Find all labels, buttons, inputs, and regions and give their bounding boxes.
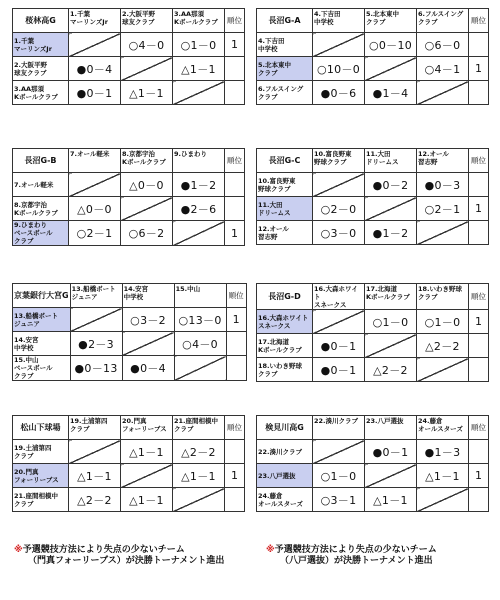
team-name: 3.AA那須 Kボールクラブ: [13, 81, 69, 105]
team-row: [13, 173, 245, 197]
group-header-row: [257, 416, 489, 440]
team-name: 4.下吉田 中学校: [257, 33, 313, 57]
match-result: △1－1: [121, 440, 173, 464]
group-table: [12, 415, 245, 512]
group-table: [12, 8, 245, 105]
team-column-header: 14.安宮 中学校: [122, 284, 174, 308]
match-result: ○10－0: [313, 57, 365, 81]
team-column-header: 17.北海道 Kボールクラブ: [365, 284, 417, 310]
team-row: [13, 81, 245, 105]
diagonal-cell: [313, 173, 365, 197]
team-row: [13, 464, 245, 488]
diagonal-cell: [417, 81, 469, 105]
team-rank: [226, 356, 246, 381]
team-row: [257, 464, 489, 488]
team-row: [257, 33, 489, 57]
team-row: [257, 81, 489, 105]
team-name-qualified: 1.千葉 マーリンズJr: [13, 33, 69, 57]
team-rank: [225, 197, 245, 221]
match-result: ●2－6: [173, 197, 225, 221]
team-row: [13, 197, 245, 221]
team-name: 14.安宮 中学校: [13, 332, 71, 356]
group-table: [256, 415, 489, 512]
match-result: ○1－0: [365, 310, 417, 334]
team-column-header: 22.湊川クラブ: [313, 416, 365, 440]
match-result: ○1－0: [173, 33, 225, 57]
match-result: ●0－2: [365, 173, 417, 197]
group-header-row: [13, 149, 245, 173]
match-result: ○6－2: [121, 221, 173, 246]
group-name: 長沼G-A: [257, 9, 313, 33]
rank-header: 順位: [225, 416, 245, 440]
match-result: △2－2: [365, 358, 417, 382]
note-right: ※予選競技方法により失点の少ないチーム （八戸選抜）が決勝トーナメント進出: [266, 545, 437, 566]
team-column-header: 23.八戸選抜: [365, 416, 417, 440]
match-result: ○3－1: [313, 488, 365, 512]
diagonal-cell: [365, 464, 417, 488]
team-column-header: 19.土浦第四 クラブ: [69, 416, 121, 440]
team-row: [257, 440, 489, 464]
team-rank: [469, 358, 489, 382]
group-table: [256, 283, 489, 382]
team-name: 18.いわき野球 クラブ: [257, 358, 313, 382]
team-rank: [226, 332, 246, 356]
match-result: ○1－0: [313, 464, 365, 488]
diagonal-cell: [313, 33, 365, 57]
team-row: [13, 356, 247, 381]
match-result: ○2－0: [313, 197, 365, 221]
match-result: ●0－1: [313, 358, 365, 382]
team-row: [257, 197, 489, 221]
team-column-header: 1.千葉 マーリンズJr: [69, 9, 121, 33]
diagonal-cell: [313, 440, 365, 464]
group-header-row: [257, 149, 489, 173]
team-name: 22.湊川クラブ: [257, 440, 313, 464]
match-result: ○4－0: [121, 33, 173, 57]
match-result: △2－2: [417, 334, 469, 358]
team-column-header: 13.船橋ボート ジュニア: [70, 284, 122, 308]
group-name: 長沼G-D: [257, 284, 313, 310]
team-column-header: 20.門真 フォーリーブス: [121, 416, 173, 440]
diagonal-cell: [121, 57, 173, 81]
team-column-header: 24.藤倉 オールスターズ: [417, 416, 469, 440]
team-rank: [469, 221, 489, 245]
group-table: [12, 283, 247, 381]
match-result: ○2－1: [417, 197, 469, 221]
team-column-header: 18.いわき野球 クラブ: [417, 284, 469, 310]
group-table: [256, 8, 489, 105]
group-name: 京葉銀行大宮G: [13, 284, 71, 308]
diagonal-cell: [69, 173, 121, 197]
match-result: ○6－0: [417, 33, 469, 57]
team-row: [13, 440, 245, 464]
match-result: △1－1: [173, 464, 225, 488]
group-header-row: [257, 9, 489, 33]
match-result: △1－1: [173, 57, 225, 81]
team-column-header: 10.富良野東 野球クラブ: [313, 149, 365, 173]
team-name-qualified: 16.大森ホワイト スネークス: [257, 310, 313, 334]
team-column-header: 16.大森ホワイト スネークス: [313, 284, 365, 310]
team-name-qualified: 13.船橋ボート ジュニア: [13, 308, 71, 332]
match-result: ●0－3: [417, 173, 469, 197]
match-result: ●1－4: [365, 81, 417, 105]
team-name: 21.座間相模中 クラブ: [13, 488, 69, 512]
diagonal-cell: [173, 81, 225, 105]
diagonal-cell: [313, 310, 365, 334]
team-name-qualified: 11.大田 ドリームス: [257, 197, 313, 221]
team-rank: [469, 81, 489, 105]
team-name: 15.中山 ベースボール クラブ: [13, 356, 71, 381]
match-result: ○3－0: [313, 221, 365, 245]
team-column-header: 2.大阪平野 球友クラブ: [121, 9, 173, 33]
match-result: ●1－2: [173, 173, 225, 197]
team-column-header: 4.下吉田 中学校: [313, 9, 365, 33]
team-rank: 1: [225, 221, 245, 246]
team-column-header: 12.オール 習志野: [417, 149, 469, 173]
note-left: ※予選競技方法により失点の少ないチーム （門真フォーリーブス）が決勝トーナメント進出: [14, 545, 225, 566]
match-result: △0－0: [69, 197, 121, 221]
team-row: [13, 488, 245, 512]
match-result: ●2－3: [70, 332, 122, 356]
team-rank: 1: [469, 57, 489, 81]
diagonal-cell: [122, 332, 174, 356]
team-column-header: 11.大田 ドリームス: [365, 149, 417, 173]
match-result: ○1－0: [417, 310, 469, 334]
diagonal-cell: [69, 440, 121, 464]
team-rank: [469, 334, 489, 358]
team-rank: [225, 81, 245, 105]
diagonal-cell: [417, 488, 469, 512]
team-column-header: 6.フルスイング クラブ: [417, 9, 469, 33]
diagonal-cell: [173, 221, 225, 246]
diagonal-cell: [365, 334, 417, 358]
match-result: ○3－2: [122, 308, 174, 332]
match-result: ●0－4: [122, 356, 174, 381]
team-rank: [469, 33, 489, 57]
match-result: △1－1: [121, 81, 173, 105]
diagonal-cell: [173, 488, 225, 512]
team-rank: [469, 440, 489, 464]
diagonal-cell: [121, 464, 173, 488]
group-header-row: [13, 416, 245, 440]
match-result: ○4－0: [174, 332, 226, 356]
team-row: [257, 57, 489, 81]
diagonal-cell: [365, 57, 417, 81]
team-row: [13, 308, 247, 332]
team-row: [257, 173, 489, 197]
team-name-qualified: 5.北本東中 クラブ: [257, 57, 313, 81]
team-name: 17.北海道 Kボールクラブ: [257, 334, 313, 358]
group-name: 長沼G-C: [257, 149, 313, 173]
group-header-row: [13, 284, 247, 308]
match-result: ○4－1: [417, 57, 469, 81]
team-column-header: 8.京都宇治 Kボールクラブ: [121, 149, 173, 173]
diagonal-cell: [417, 221, 469, 245]
team-row: [257, 221, 489, 245]
diagonal-cell: [365, 197, 417, 221]
group-name: 検見川高G: [257, 416, 313, 440]
team-row: [13, 332, 247, 356]
match-result: ●0－1: [313, 334, 365, 358]
team-column-header: 15.中山: [174, 284, 226, 308]
team-column-header: 5.北本東中 クラブ: [365, 9, 417, 33]
match-result: △2－2: [69, 488, 121, 512]
team-rank: 1: [469, 197, 489, 221]
match-result: △0－0: [121, 173, 173, 197]
match-result: ○13－0: [174, 308, 226, 332]
team-name: 12.オール 習志野: [257, 221, 313, 245]
group-header-row: [13, 9, 245, 33]
rank-header: 順位: [226, 284, 246, 308]
match-result: △1－1: [121, 488, 173, 512]
team-row: [257, 334, 489, 358]
team-name-qualified: 23.八戸選抜: [257, 464, 313, 488]
match-result: ●0－4: [69, 57, 121, 81]
match-result: ●0－6: [313, 81, 365, 105]
group-header-row: [257, 284, 489, 310]
rank-header: 順位: [469, 416, 489, 440]
match-result: △1－1: [69, 464, 121, 488]
team-name: 2.大阪平野 球友クラブ: [13, 57, 69, 81]
team-name: 10.富良野東 野球クラブ: [257, 173, 313, 197]
team-rank: 1: [469, 310, 489, 334]
team-rank: [469, 488, 489, 512]
team-row: [13, 221, 245, 246]
team-name: 6.フルスイング クラブ: [257, 81, 313, 105]
team-name-qualified: 9.ひまわり ベースボール クラブ: [13, 221, 69, 246]
match-result: △1－1: [417, 464, 469, 488]
rank-header: 順位: [469, 9, 489, 33]
rank-header: 順位: [469, 149, 489, 173]
team-name-qualified: 20.門真 フォーリーブス: [13, 464, 69, 488]
rank-header: 順位: [225, 149, 245, 173]
match-result: ●0－1: [365, 440, 417, 464]
diagonal-cell: [121, 197, 173, 221]
team-rank: 1: [225, 33, 245, 57]
team-rank: [225, 488, 245, 512]
team-name: 19.土浦第四 クラブ: [13, 440, 69, 464]
team-rank: 1: [225, 464, 245, 488]
match-result: ○0－10: [365, 33, 417, 57]
team-row: [13, 33, 245, 57]
team-row: [13, 57, 245, 81]
team-row: [257, 310, 489, 334]
team-rank: [469, 173, 489, 197]
team-column-header: 7.オール軽米: [69, 149, 121, 173]
diagonal-cell: [69, 33, 121, 57]
group-table: [12, 148, 245, 246]
match-result: △2－2: [173, 440, 225, 464]
team-name: 8.京都宇治 Kボールクラブ: [13, 197, 69, 221]
diagonal-cell: [174, 356, 226, 381]
match-result: ○2－1: [69, 221, 121, 246]
team-rank: [225, 173, 245, 197]
team-rank: 1: [226, 308, 246, 332]
team-row: [257, 358, 489, 382]
team-row: [257, 488, 489, 512]
rank-header: 順位: [469, 284, 489, 310]
team-name: 7.オール軽米: [13, 173, 69, 197]
match-result: ●1－2: [365, 221, 417, 245]
team-column-header: 9.ひまわり: [173, 149, 225, 173]
team-rank: [225, 57, 245, 81]
team-column-header: 21.座間相模中 クラブ: [173, 416, 225, 440]
diagonal-cell: [70, 308, 122, 332]
group-name: 桜林高G: [13, 9, 69, 33]
group-table: [256, 148, 489, 245]
match-result: ●0－13: [70, 356, 122, 381]
diagonal-cell: [417, 358, 469, 382]
match-result: ●0－1: [69, 81, 121, 105]
rank-header: 順位: [225, 9, 245, 33]
team-rank: [225, 440, 245, 464]
team-name: 24.藤倉 オールスターズ: [257, 488, 313, 512]
group-name: 長沼G-B: [13, 149, 69, 173]
group-name: 松山下球場: [13, 416, 69, 440]
match-result: ●1－3: [417, 440, 469, 464]
team-column-header: 3.AA那須 Kボールクラブ: [173, 9, 225, 33]
team-rank: 1: [469, 464, 489, 488]
match-result: △1－1: [365, 488, 417, 512]
